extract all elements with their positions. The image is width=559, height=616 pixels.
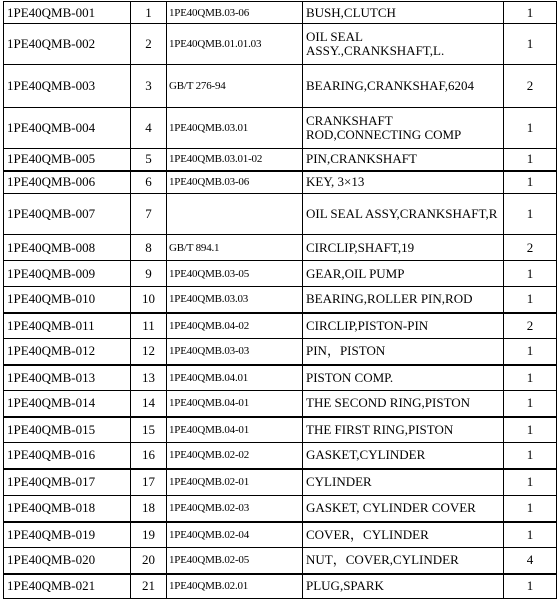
item-number-cell: 17 <box>131 469 167 496</box>
parts-table-body <box>4 2 557 599</box>
drawing-number-cell <box>167 194 303 235</box>
item-number-cell: 11 <box>131 313 167 339</box>
quantity-cell: 1 <box>504 365 557 391</box>
table-row <box>4 469 557 496</box>
item-number-cell: 5 <box>131 149 167 171</box>
table-row <box>4 443 557 469</box>
part-number-cell: 1PE40QMB-001 <box>4 2 131 24</box>
item-number-cell: 3 <box>131 65 167 108</box>
table-row <box>4 2 557 24</box>
part-number-cell: 1PE40QMB-015 <box>4 417 131 443</box>
part-number-cell: 1PE40QMB-004 <box>4 108 131 149</box>
table-row <box>4 108 557 149</box>
table-row <box>4 194 557 235</box>
quantity-cell: 1 <box>504 417 557 443</box>
drawing-number-cell: 1PE40QMB.01.01.03 <box>167 24 303 65</box>
quantity-cell: 1 <box>504 443 557 469</box>
part-number-cell: 1PE40QMB-020 <box>4 548 131 574</box>
table-row <box>4 24 557 65</box>
part-number-cell: 1PE40QMB-007 <box>4 194 131 235</box>
item-number-cell: 16 <box>131 443 167 469</box>
drawing-number-cell: 1PE40QMB.03-06 <box>167 171 303 194</box>
part-name-cell: CIRCLIP,SHAFT,19 <box>303 235 504 261</box>
part-number-cell: 1PE40QMB-014 <box>4 391 131 417</box>
quantity-cell: 1 <box>504 171 557 194</box>
part-number-cell: 1PE40QMB-003 <box>4 65 131 108</box>
drawing-number-cell: 1PE40QMB.02-04 <box>167 522 303 548</box>
table-row <box>4 339 557 365</box>
table-row <box>4 417 557 443</box>
quantity-cell: 1 <box>504 287 557 313</box>
quantity-cell: 1 <box>504 261 557 287</box>
part-number-cell: 1PE40QMB-013 <box>4 365 131 391</box>
item-number-cell: 19 <box>131 522 167 548</box>
drawing-number-cell: 1PE40QMB.04.01 <box>167 365 303 391</box>
quantity-cell: 1 <box>504 496 557 522</box>
item-number-cell: 21 <box>131 574 167 599</box>
quantity-cell: 1 <box>504 108 557 149</box>
part-number-cell: 1PE40QMB-009 <box>4 261 131 287</box>
drawing-number-cell: 1PE40QMB.02-03 <box>167 496 303 522</box>
table-row <box>4 496 557 522</box>
item-number-cell: 6 <box>131 171 167 194</box>
table-row <box>4 65 557 108</box>
quantity-cell: 2 <box>504 313 557 339</box>
drawing-number-cell: 1PE40QMB.04-01 <box>167 417 303 443</box>
part-name-cell: GASKET,CYLINDER <box>303 443 504 469</box>
part-name-cell: GEAR,OIL PUMP <box>303 261 504 287</box>
table-row <box>4 287 557 313</box>
drawing-number-cell: 1PE40QMB.03-05 <box>167 261 303 287</box>
quantity-cell: 1 <box>504 24 557 65</box>
part-name-cell: NUT，COVER,CYLINDER <box>303 548 504 574</box>
quantity-cell: 1 <box>504 469 557 496</box>
part-name-cell: CYLINDER <box>303 469 504 496</box>
part-number-cell: 1PE40QMB-016 <box>4 443 131 469</box>
item-number-cell: 20 <box>131 548 167 574</box>
item-number-cell: 12 <box>131 339 167 365</box>
item-number-cell: 8 <box>131 235 167 261</box>
item-number-cell: 18 <box>131 496 167 522</box>
quantity-cell: 1 <box>504 339 557 365</box>
drawing-number-cell: 1PE40QMB.03.01 <box>167 108 303 149</box>
drawing-number-cell: 1PE40QMB.03.01-02 <box>167 149 303 171</box>
item-number-cell: 7 <box>131 194 167 235</box>
part-name-cell: COVER，CYLINDER <box>303 522 504 548</box>
quantity-cell: 1 <box>504 391 557 417</box>
part-number-cell: 1PE40QMB-012 <box>4 339 131 365</box>
part-name-cell: PLUG,SPARK <box>303 574 504 599</box>
table-row <box>4 313 557 339</box>
drawing-number-cell: 1PE40QMB.02.01 <box>167 574 303 599</box>
table-row <box>4 391 557 417</box>
part-name-cell: CIRCLIP,PISTON-PIN <box>303 313 504 339</box>
table-row <box>4 261 557 287</box>
part-name-cell: THE SECOND RING,PISTON <box>303 391 504 417</box>
item-number-cell: 1 <box>131 2 167 24</box>
table-row <box>4 365 557 391</box>
quantity-cell: 1 <box>504 149 557 171</box>
part-number-cell: 1PE40QMB-002 <box>4 24 131 65</box>
quantity-cell: 2 <box>504 235 557 261</box>
part-name-cell: BEARING,CRANKSHAF,6204 <box>303 65 504 108</box>
table-row <box>4 171 557 194</box>
parts-table <box>3 1 557 599</box>
table-row <box>4 235 557 261</box>
table-row <box>4 522 557 548</box>
quantity-cell: 2 <box>504 65 557 108</box>
part-name-cell: PIN,CRANKSHAFT <box>303 149 504 171</box>
table-row <box>4 574 557 599</box>
item-number-cell: 10 <box>131 287 167 313</box>
drawing-number-cell: GB/T 276-94 <box>167 65 303 108</box>
part-name-cell: PISTON COMP. <box>303 365 504 391</box>
part-name-cell: CRANKSHAFT ROD,CONNECTING COMP <box>303 108 504 149</box>
part-name-cell: BEARING,ROLLER PIN,ROD <box>303 287 504 313</box>
drawing-number-cell: 1PE40QMB.02-01 <box>167 469 303 496</box>
table-row <box>4 548 557 574</box>
part-name-cell: BUSH,CLUTCH <box>303 2 504 24</box>
item-number-cell: 4 <box>131 108 167 149</box>
drawing-number-cell: 1PE40QMB.02-05 <box>167 548 303 574</box>
quantity-cell: 4 <box>504 548 557 574</box>
part-name-cell: PIN，PISTON <box>303 339 504 365</box>
quantity-cell: 1 <box>504 522 557 548</box>
part-name-cell: THE FIRST RING,PISTON <box>303 417 504 443</box>
part-number-cell: 1PE40QMB-021 <box>4 574 131 599</box>
item-number-cell: 15 <box>131 417 167 443</box>
part-number-cell: 1PE40QMB-005 <box>4 149 131 171</box>
drawing-number-cell: 1PE40QMB.04-02 <box>167 313 303 339</box>
drawing-number-cell: 1PE40QMB.03.03 <box>167 287 303 313</box>
quantity-cell: 1 <box>504 2 557 24</box>
part-name-cell: OIL SEAL ASSY,CRANKSHAFT,R <box>303 194 504 235</box>
quantity-cell: 1 <box>504 194 557 235</box>
drawing-number-cell: 1PE40QMB.04-01 <box>167 391 303 417</box>
drawing-number-cell: 1PE40QMB.03-06 <box>167 2 303 24</box>
part-name-cell: GASKET, CYLINDER COVER <box>303 496 504 522</box>
part-number-cell: 1PE40QMB-017 <box>4 469 131 496</box>
quantity-cell: 1 <box>504 574 557 599</box>
item-number-cell: 9 <box>131 261 167 287</box>
part-name-cell: KEY, 3×13 <box>303 171 504 194</box>
part-number-cell: 1PE40QMB-018 <box>4 496 131 522</box>
part-number-cell: 1PE40QMB-019 <box>4 522 131 548</box>
item-number-cell: 2 <box>131 24 167 65</box>
part-number-cell: 1PE40QMB-011 <box>4 313 131 339</box>
part-number-cell: 1PE40QMB-008 <box>4 235 131 261</box>
drawing-number-cell: GB/T 894.1 <box>167 235 303 261</box>
drawing-number-cell: 1PE40QMB.02-02 <box>167 443 303 469</box>
part-number-cell: 1PE40QMB-006 <box>4 171 131 194</box>
part-number-cell: 1PE40QMB-010 <box>4 287 131 313</box>
item-number-cell: 14 <box>131 391 167 417</box>
part-name-cell: OIL SEAL ASSY.,CRANKSHAFT,L. <box>303 24 504 65</box>
table-row <box>4 149 557 171</box>
item-number-cell: 13 <box>131 365 167 391</box>
drawing-number-cell: 1PE40QMB.03-03 <box>167 339 303 365</box>
